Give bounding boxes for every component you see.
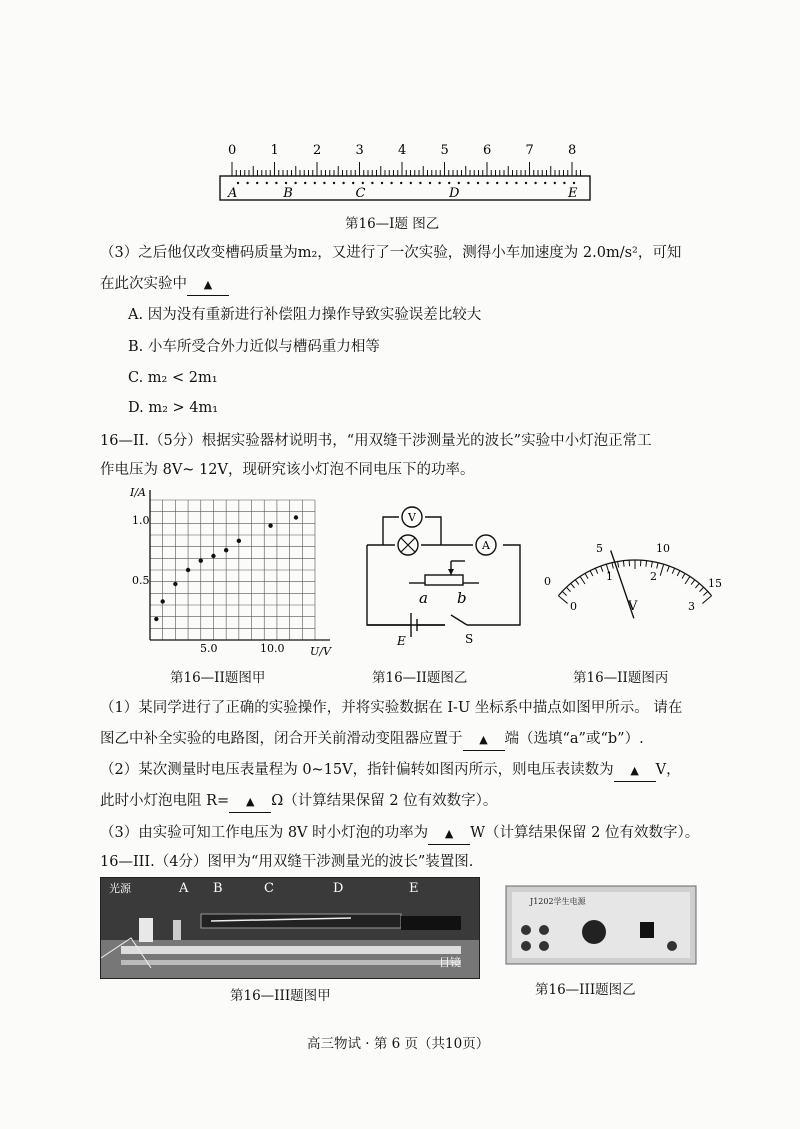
dial-unit: V	[628, 599, 638, 614]
q3-option-c: C. m₂ < 2m₁	[128, 370, 218, 386]
data-point	[224, 548, 228, 552]
ruler-body	[220, 176, 590, 200]
x-tick-10: 10.0	[260, 642, 285, 655]
y-tick-1: 1.0	[132, 514, 150, 527]
data-point	[173, 582, 177, 586]
ruler-number: 5	[440, 143, 449, 158]
circuit-diagram	[355, 495, 540, 655]
q16-2-intro-line2: 作电压为 8V~ 12V，现研究该小灯泡不同电压下的功率。	[100, 462, 475, 478]
dial-tick	[571, 583, 575, 588]
power-supply-label: J1202学生电源	[530, 897, 586, 906]
lamp-symbol	[398, 535, 418, 555]
dial-tick	[677, 571, 680, 576]
q3-line2	[100, 274, 229, 296]
dial-tick	[703, 591, 707, 595]
label-D: D	[333, 881, 344, 896]
dial-bottom-3: 3	[688, 600, 695, 613]
q2-resistance-blank[interactable]: ▲	[229, 792, 271, 813]
data-point	[199, 558, 203, 562]
data-point	[154, 617, 158, 621]
dial-top-0: 0	[544, 575, 551, 588]
apparatus-caption: 第16—III题图甲	[230, 988, 331, 1004]
ruler-dot	[563, 182, 565, 184]
switch-label: S	[465, 632, 474, 646]
q16-2-q1-line2	[100, 729, 644, 751]
rheostat-end-b: b	[457, 589, 467, 607]
ruler-figure	[215, 140, 595, 202]
dial-tick	[695, 583, 699, 588]
dial-tick	[685, 576, 690, 584]
ruler-dot	[275, 182, 277, 184]
q3-option-d: D. m₂ > 4m₁	[128, 400, 219, 416]
ruler-dot	[410, 182, 412, 184]
ruler-dot	[477, 182, 479, 184]
data-point	[186, 568, 190, 572]
ruler-dot	[304, 182, 306, 184]
q16-2-q2-line1	[100, 760, 681, 782]
q3-answer-blank[interactable]: ▲	[187, 275, 229, 296]
ruler-dot	[352, 182, 354, 184]
ruler-dot	[438, 182, 440, 184]
y-tick-05: 0.5	[132, 574, 150, 587]
q2-line1-suffix: V，	[655, 762, 681, 778]
ruler-dot	[246, 182, 248, 184]
ruler-dot	[525, 182, 527, 184]
data-point	[237, 539, 241, 543]
q2-line1-prefix: （2）某次测量时电压表量程为 0~15V，指针偏转如图丙所示，则电压表读数为	[100, 762, 614, 778]
ruler-number: 8	[568, 143, 577, 158]
graph-caption: 第16—II题图甲	[170, 670, 266, 686]
q1-line2-prefix: 图乙中补全实验的电路图，闭合开关前滑动变阻器应置于	[100, 731, 463, 747]
q16-2-q2-line2	[100, 791, 497, 813]
ruler-caption: 第16—I题 图乙	[345, 216, 440, 232]
label-E: E	[409, 881, 419, 896]
ruler-dot	[554, 182, 556, 184]
power-supply-caption: 第16—III题图乙	[535, 982, 636, 998]
ruler-dot	[448, 182, 450, 184]
dial-tick	[657, 563, 658, 569]
dial-tick	[623, 561, 624, 567]
ruler-dot	[381, 182, 383, 184]
ruler-dot	[544, 182, 546, 184]
ruler-dot	[573, 182, 575, 184]
voltmeter-label: V	[408, 511, 416, 524]
interference-apparatus-photo	[100, 877, 480, 979]
ruler-number: 6	[483, 143, 492, 158]
rheostat-end-a: a	[419, 589, 428, 607]
q3-line2-prefix: 在此次实验中	[100, 276, 187, 292]
ruler-point-label: E	[568, 186, 578, 201]
ruler-dot	[285, 182, 287, 184]
dial-tick	[672, 568, 674, 574]
ruler-point-label: A	[228, 186, 238, 201]
dial-tick	[651, 562, 652, 568]
dial-tick	[580, 576, 585, 584]
dial-tick	[575, 580, 579, 585]
dial-tick	[595, 568, 597, 574]
ruler-dot	[506, 182, 508, 184]
ruler-dot	[534, 182, 536, 184]
power-supply-photo	[502, 880, 700, 968]
ruler-point-label: C	[355, 186, 366, 201]
dial-svg	[540, 530, 730, 630]
ruler-dot	[467, 182, 469, 184]
dial-tick	[585, 573, 588, 578]
ruler-dot	[400, 182, 402, 184]
ruler-dot	[342, 182, 344, 184]
ruler-dot	[314, 182, 316, 184]
iu-graph-svg	[110, 480, 340, 660]
voltmeter-dial	[540, 530, 730, 630]
dial-tick	[562, 591, 566, 595]
circuit-caption: 第16—II题图乙	[372, 670, 468, 686]
ruler-dot	[266, 182, 268, 184]
data-point	[294, 515, 298, 519]
dial-bottom-1: 1	[606, 570, 613, 583]
battery-label: E	[397, 634, 406, 648]
dial-tick	[702, 596, 711, 604]
dial-tick	[682, 573, 685, 578]
label-A: A	[179, 881, 189, 896]
q2-line2-prefix: 此时小灯泡电阻 R=	[100, 793, 230, 809]
ruler-dot	[323, 182, 325, 184]
data-point	[268, 523, 272, 527]
ruler-point-label: B	[283, 186, 293, 201]
page-footer: 高三物试 · 第 6 页（共10页）	[307, 1036, 490, 1052]
dial-tick	[646, 561, 647, 567]
ruler-svg	[215, 140, 595, 202]
dial-caption: 第16—II题图丙	[573, 670, 669, 686]
dial-tick	[618, 562, 619, 568]
ruler-dot	[429, 182, 431, 184]
dial-bottom-0: 0	[570, 600, 577, 613]
ruler-number: 1	[270, 143, 279, 158]
q3-power-suffix: W（计算结果保留 2 位有效数字）。	[470, 825, 700, 841]
y-axis-label: I/A	[130, 486, 146, 499]
label-eyepiece: 目镜	[439, 956, 461, 969]
label-light-source: 光源	[109, 882, 131, 895]
dial-tick	[660, 564, 663, 575]
ruler-number: 2	[313, 143, 322, 158]
dial-tick	[691, 580, 695, 585]
circuit-svg	[355, 495, 540, 655]
ruler-dot	[333, 182, 335, 184]
dial-tick	[667, 566, 669, 572]
ruler-number: 4	[398, 143, 407, 158]
ruler-number: 3	[355, 143, 364, 158]
q16-2-intro-line1: 16—II.（5分）根据实验器材说明书，“用双缝干涉测量光的波长”实验中小灯泡正常工	[100, 433, 652, 449]
iu-graph	[110, 480, 340, 660]
dial-tick	[590, 571, 593, 576]
q3-power-blank[interactable]: ▲	[428, 824, 470, 845]
q3-option-a: A. 因为没有重新进行补偿阻力操作导致实验误差比较大	[128, 307, 482, 323]
ruler-number: 0	[228, 143, 237, 158]
ruler-dot	[371, 182, 373, 184]
q3-option-b: B. 小车所受合外力近似与槽码重力相等	[128, 339, 380, 355]
ruler-dot	[515, 182, 517, 184]
dial-tick	[612, 563, 613, 569]
ammeter-label: A	[482, 539, 490, 552]
q1-line2-suffix: 端（选填“a”或“b”）.	[504, 731, 644, 747]
dial-top-5: 5	[596, 542, 603, 555]
dial-tick	[700, 587, 704, 591]
q3-power-prefix: （3）由实验可知工作电压为 8V 时小灯泡的功率为	[100, 825, 429, 841]
ruler-dot	[294, 182, 296, 184]
ruler-dot	[486, 182, 488, 184]
ruler-point-label: D	[449, 186, 460, 201]
ruler-dot	[458, 182, 460, 184]
data-point	[211, 554, 215, 558]
ruler-number: 7	[525, 143, 534, 158]
q16-2-q3	[100, 823, 699, 845]
q2-voltage-blank[interactable]: ▲	[614, 761, 656, 782]
q2-line2-suffix: Ω（计算结果保留 2 位有效数字）。	[271, 793, 498, 809]
dial-tick	[601, 566, 603, 572]
dial-tick	[558, 596, 567, 604]
q3-line1: （3）之后他仅改变槽码质量为m₂，又进行了一次实验，测得小车加速度为 2.0m/s²，可知	[100, 245, 682, 261]
data-point	[160, 599, 164, 603]
ruler-dot	[362, 182, 364, 184]
ruler-dot	[419, 182, 421, 184]
ruler-dot	[390, 182, 392, 184]
label-C: C	[264, 881, 274, 896]
x-axis-label: U/V	[310, 645, 331, 658]
ruler-dot	[496, 182, 498, 184]
q16-3-intro: 16—III.（4分）图甲为“用双缝干涉测量光的波长”装置图.	[100, 854, 474, 870]
q16-2-q1-line1: （1）某同学进行了正确的实验操作，并将实验数据在 I-U 坐标系中描点如图甲所示。 请在	[100, 700, 683, 716]
x-tick-5: 5.0	[200, 642, 218, 655]
ruler-dot	[256, 182, 258, 184]
q1-answer-blank[interactable]: ▲	[463, 730, 505, 751]
dial-top-10: 10	[656, 542, 670, 555]
label-B: B	[213, 881, 223, 896]
dial-top-15: 15	[708, 577, 722, 590]
dial-bottom-2: 2	[650, 570, 657, 583]
ruler-dot	[237, 182, 239, 184]
dial-tick	[566, 587, 570, 591]
